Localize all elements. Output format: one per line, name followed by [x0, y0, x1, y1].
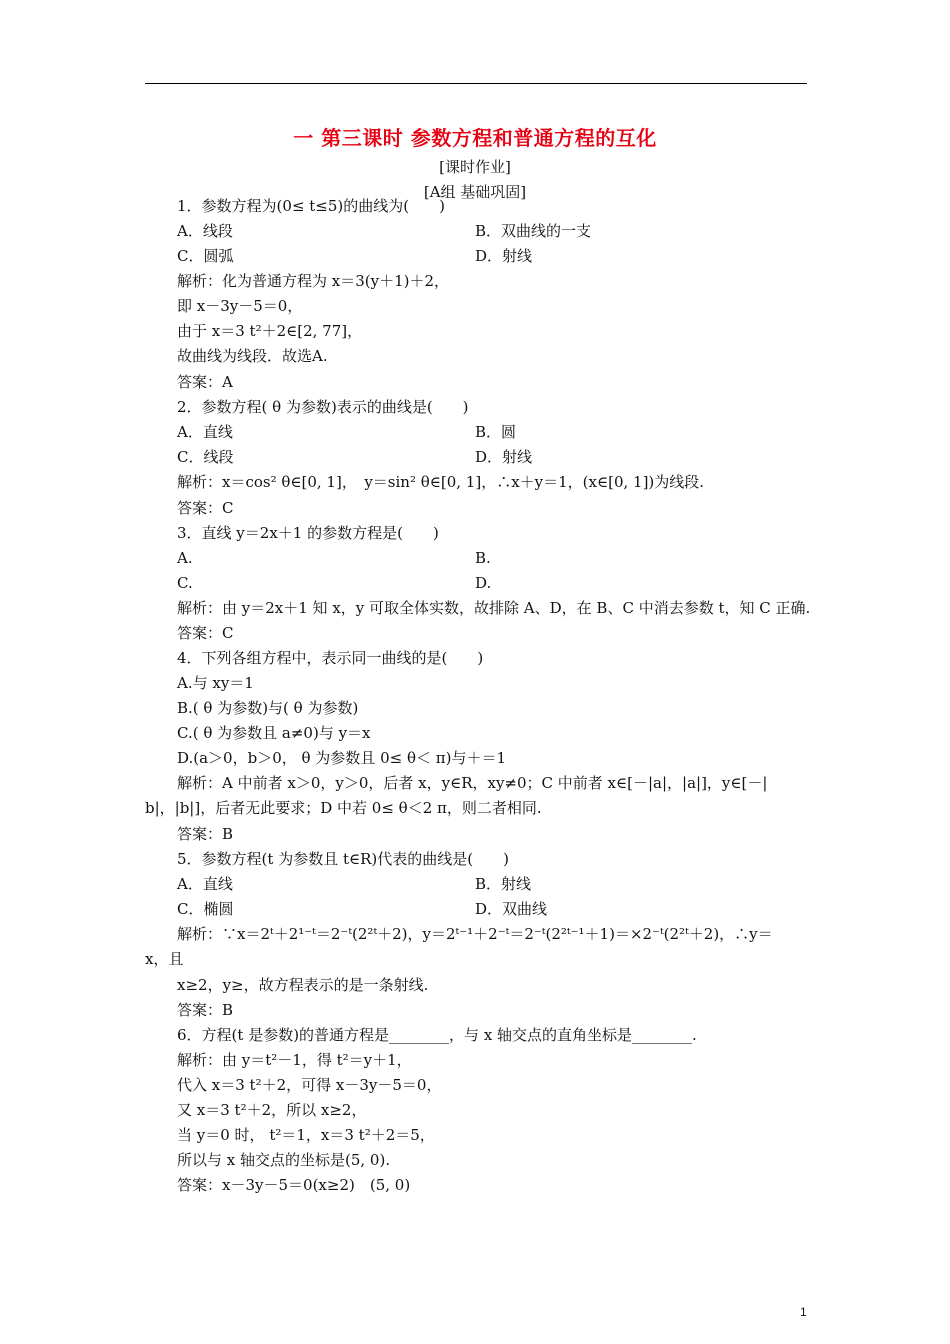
- text-line: 由于 x＝3 t²＋2∈[2, 77]，: [177, 322, 363, 340]
- text-line: 解析：x＝cos² θ∈[0, 1]， y＝sin² θ∈[0, 1]，∴x＋y＝1，(x∈[0, 1])为线段.: [177, 473, 705, 491]
- text-line: 答案：B: [177, 1001, 234, 1019]
- text-line: 所以与 x 轴交点的坐标是(5, 0).: [177, 1151, 391, 1169]
- text-line: A.与 xy＝1: [177, 674, 254, 692]
- text-line: x，且: [145, 950, 184, 968]
- text-line: 代入 x＝3 t²＋2，可得 x－3y－5＝0，: [177, 1076, 442, 1094]
- section-label: [课时作业]: [439, 158, 511, 176]
- text-line: C．椭圆: [177, 900, 234, 918]
- text-line: 故曲线为线段．故选A.: [177, 347, 328, 365]
- text-line: 答案：x－3y－5＝0(x≥2) (5, 0): [177, 1176, 411, 1194]
- text-line: 5．参数方程(t 为参数且 t∈R)代表的曲线是( ): [177, 850, 509, 868]
- option-right: D．双曲线: [475, 900, 548, 918]
- text-line: 解析：由 y＝2x＋1 知 x，y 可取全体实数，故排除 A、D，在 B、C 中消去参数 t，知 C 正确.: [177, 599, 811, 617]
- text-line: 答案：A: [177, 373, 233, 391]
- text-line: 解析：A 中前者 x＞0，y＞0，后者 x，y∈R，xy≠0；C 中前者 x∈[－|a|，|a|]，y∈[－|: [177, 774, 768, 792]
- text-line: A．线段: [177, 222, 233, 240]
- text-line: B.( θ 为参数)与( θ 为参数): [177, 699, 359, 717]
- header-rule: [145, 83, 807, 84]
- text-line: b|，|b|]，后者无此要求；D 中若 0≤ θ＜2 π，则二者相同.: [145, 799, 542, 817]
- text-line: 4．下列各组方程中，表示同一曲线的是( ): [177, 649, 484, 667]
- text-line: C.: [177, 574, 193, 592]
- page-number: 1: [800, 1305, 807, 1319]
- text-line: 解析：由 y＝t²－1，得 t²＝y＋1，: [177, 1051, 412, 1069]
- text-line: A.: [177, 549, 193, 567]
- option-right: D．射线: [475, 448, 533, 466]
- text-line: 解析：∵x＝2ᵗ＋2¹⁻ᵗ＝2⁻ᵗ(2²ᵗ＋2)，y＝2ᵗ⁻¹＋2⁻ᵗ＝2⁻ᵗ(2²ᵗ⁻¹＋1)＝×2⁻ᵗ(2²ᵗ＋2)，∴y＝: [177, 925, 773, 943]
- text-line: 3．直线 y＝2x＋1 的参数方程是( ): [177, 524, 439, 542]
- text-line: C．圆弧: [177, 247, 234, 265]
- option-right: B．圆: [475, 423, 517, 441]
- text-line: 又 x＝3 t²＋2，所以 x≥2，: [177, 1101, 367, 1119]
- page-title: 一 第三课时 参数方程和普通方程的互化: [293, 126, 657, 150]
- text-line: D.(a＞0，b＞0， θ 为参数且 0≤ θ＜ π)与＋＝1: [177, 749, 507, 767]
- text-line: 答案：B: [177, 825, 234, 843]
- text-line: 当 y＝0 时， t²＝1，x＝3 t²＋2＝5，: [177, 1126, 435, 1144]
- text-line: 即 x－3y－5＝0，: [177, 297, 303, 315]
- text-line: 6．方程(t 是参数)的普通方程是________，与 x 轴交点的直角坐标是________.: [177, 1026, 697, 1044]
- group-label: [A组 基础巩固]: [423, 183, 527, 201]
- text-line: 答案：C: [177, 624, 234, 642]
- option-right: D．射线: [475, 247, 533, 265]
- option-right: B.: [475, 549, 491, 567]
- text-line: 1．参数方程为(0≤ t≤5)的曲线为( ): [177, 197, 445, 215]
- text-line: 解析：化为普通方程为 x＝3(y＋1)＋2，: [177, 272, 450, 290]
- text-line: x≥2，y≥，故方程表示的是一条射线.: [177, 976, 429, 994]
- text-line: A．直线: [177, 875, 233, 893]
- text-line: 2．参数方程( θ 为参数)表示的曲线是( ): [177, 398, 469, 416]
- option-right: D.: [475, 574, 492, 592]
- text-line: C.( θ 为参数且 a≠0)与 y＝x: [177, 724, 371, 742]
- option-right: B．射线: [475, 875, 532, 893]
- option-right: B．双曲线的一支: [475, 222, 592, 240]
- text-line: A．直线: [177, 423, 233, 441]
- text-line: C．线段: [177, 448, 234, 466]
- text-line: 答案：C: [177, 499, 234, 517]
